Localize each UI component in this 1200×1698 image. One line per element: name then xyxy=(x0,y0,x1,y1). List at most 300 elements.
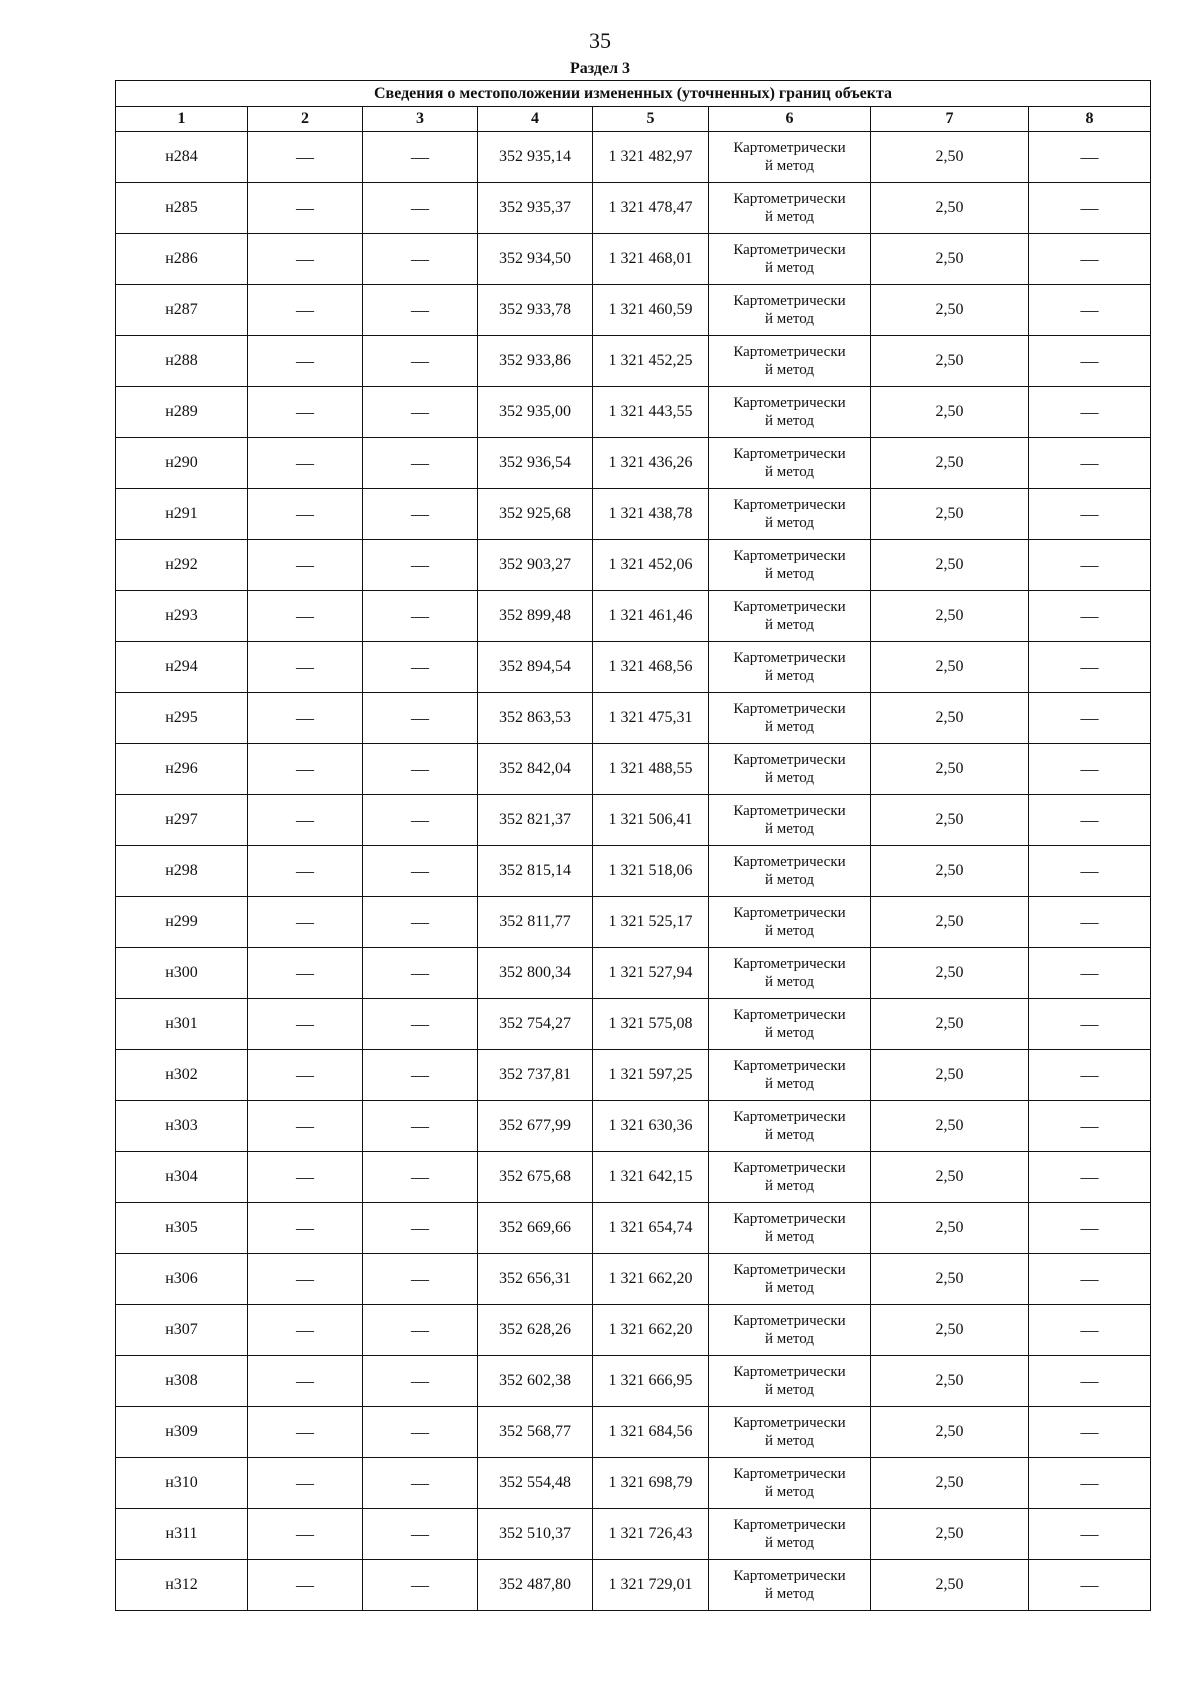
column-8-cell: — xyxy=(1029,1152,1151,1203)
y-coordinate-cell: 1 321 575,08 xyxy=(593,999,709,1050)
column-2-cell: — xyxy=(248,1407,363,1458)
method-text: й метод xyxy=(765,1178,814,1194)
method-text: й метод xyxy=(765,1280,814,1296)
x-coordinate-cell: 352 933,78 xyxy=(478,285,593,336)
column-3-cell: — xyxy=(363,1203,478,1254)
accuracy-cell: 2,50 xyxy=(871,1254,1029,1305)
table-row xyxy=(116,1254,1151,1305)
column-2-cell: — xyxy=(248,948,363,999)
column-2-cell: — xyxy=(248,1152,363,1203)
method-text: Картометрически xyxy=(733,1466,846,1482)
x-coordinate-cell: 352 510,37 xyxy=(478,1509,593,1560)
column-3-cell: — xyxy=(363,132,478,183)
column-8-cell: — xyxy=(1029,132,1151,183)
method-text: Картометрически xyxy=(733,1160,846,1176)
point-number-cell: н285 xyxy=(116,183,248,234)
column-3-cell: — xyxy=(363,1407,478,1458)
column-number-5: 5 xyxy=(593,107,709,132)
table-row xyxy=(116,897,1151,948)
point-number-cell: н292 xyxy=(116,540,248,591)
column-3-cell: — xyxy=(363,1050,478,1101)
method-text: й метод xyxy=(765,464,814,480)
method-text: й метод xyxy=(765,821,814,837)
method-text: Картометрически xyxy=(733,956,846,972)
x-coordinate-cell: 352 677,99 xyxy=(478,1101,593,1152)
accuracy-cell: 2,50 xyxy=(871,336,1029,387)
column-8-cell: — xyxy=(1029,1356,1151,1407)
column-8-cell: — xyxy=(1029,438,1151,489)
method-cell xyxy=(709,1101,871,1152)
x-coordinate-cell: 352 811,77 xyxy=(478,897,593,948)
x-coordinate-cell: 352 842,04 xyxy=(478,744,593,795)
column-8-cell: — xyxy=(1029,387,1151,438)
accuracy-cell: 2,50 xyxy=(871,846,1029,897)
y-coordinate-cell: 1 321 468,56 xyxy=(593,642,709,693)
accuracy-cell: 2,50 xyxy=(871,1101,1029,1152)
method-cell xyxy=(709,132,871,183)
x-coordinate-cell: 352 628,26 xyxy=(478,1305,593,1356)
column-3-cell: — xyxy=(363,1509,478,1560)
column-8-cell: — xyxy=(1029,336,1151,387)
column-3-cell: — xyxy=(363,1458,478,1509)
table-row xyxy=(116,1101,1151,1152)
column-2-cell: — xyxy=(248,846,363,897)
point-number-cell: н299 xyxy=(116,897,248,948)
method-cell xyxy=(709,336,871,387)
method-text: й метод xyxy=(765,1535,814,1551)
method-text: Картометрически xyxy=(733,344,846,360)
point-number-cell: н302 xyxy=(116,1050,248,1101)
column-8-cell: — xyxy=(1029,1407,1151,1458)
method-text: й метод xyxy=(765,1025,814,1041)
x-coordinate-cell: 352 894,54 xyxy=(478,642,593,693)
column-8-cell: — xyxy=(1029,795,1151,846)
column-2-cell: — xyxy=(248,1254,363,1305)
column-8-cell: — xyxy=(1029,948,1151,999)
method-text: Картометрически xyxy=(733,701,846,717)
column-8-cell: — xyxy=(1029,693,1151,744)
column-8-cell: — xyxy=(1029,234,1151,285)
point-number-cell: н288 xyxy=(116,336,248,387)
accuracy-cell: 2,50 xyxy=(871,999,1029,1050)
x-coordinate-cell: 352 656,31 xyxy=(478,1254,593,1305)
column-number-3: 3 xyxy=(363,107,478,132)
accuracy-cell: 2,50 xyxy=(871,1509,1029,1560)
column-3-cell: — xyxy=(363,591,478,642)
method-cell xyxy=(709,1509,871,1560)
x-coordinate-cell: 352 754,27 xyxy=(478,999,593,1050)
method-text: Картометрически xyxy=(733,497,846,513)
x-coordinate-cell: 352 935,37 xyxy=(478,183,593,234)
method-text: Картометрически xyxy=(733,1058,846,1074)
column-3-cell: — xyxy=(363,387,478,438)
point-number-cell: н304 xyxy=(116,1152,248,1203)
method-text: й метод xyxy=(765,413,814,429)
y-coordinate-cell: 1 321 482,97 xyxy=(593,132,709,183)
method-cell xyxy=(709,438,871,489)
method-text: й метод xyxy=(765,1076,814,1092)
column-8-cell: — xyxy=(1029,540,1151,591)
accuracy-cell: 2,50 xyxy=(871,1458,1029,1509)
method-text: Картометрически xyxy=(733,752,846,768)
method-text: Картометрически xyxy=(733,854,846,870)
column-3-cell: — xyxy=(363,948,478,999)
column-number-2: 2 xyxy=(248,107,363,132)
y-coordinate-cell: 1 321 726,43 xyxy=(593,1509,709,1560)
y-coordinate-cell: 1 321 475,31 xyxy=(593,693,709,744)
table-row xyxy=(116,387,1151,438)
column-3-cell: — xyxy=(363,642,478,693)
column-3-cell: — xyxy=(363,183,478,234)
point-number-cell: н306 xyxy=(116,1254,248,1305)
table-row xyxy=(116,846,1151,897)
column-2-cell: — xyxy=(248,183,363,234)
column-8-cell: — xyxy=(1029,897,1151,948)
column-3-cell: — xyxy=(363,744,478,795)
method-text: Картометрически xyxy=(733,1262,846,1278)
column-3-cell: — xyxy=(363,438,478,489)
accuracy-cell: 2,50 xyxy=(871,744,1029,795)
column-8-cell: — xyxy=(1029,999,1151,1050)
column-2-cell: — xyxy=(248,234,363,285)
x-coordinate-cell: 352 554,48 xyxy=(478,1458,593,1509)
column-3-cell: — xyxy=(363,795,478,846)
column-3-cell: — xyxy=(363,1356,478,1407)
accuracy-cell: 2,50 xyxy=(871,540,1029,591)
method-text: Картометрически xyxy=(733,242,846,258)
column-number-6: 6 xyxy=(709,107,871,132)
x-coordinate-cell: 352 487,80 xyxy=(478,1560,593,1611)
column-2-cell: — xyxy=(248,1509,363,1560)
table-row xyxy=(116,1305,1151,1356)
x-coordinate-cell: 352 602,38 xyxy=(478,1356,593,1407)
table-row xyxy=(116,1152,1151,1203)
method-text: й метод xyxy=(765,872,814,888)
method-text: Картометрически xyxy=(733,1313,846,1329)
y-coordinate-cell: 1 321 729,01 xyxy=(593,1560,709,1611)
method-text: Картометрически xyxy=(733,599,846,615)
method-cell xyxy=(709,948,871,999)
column-3-cell: — xyxy=(363,1101,478,1152)
y-coordinate-cell: 1 321 662,20 xyxy=(593,1305,709,1356)
table-body xyxy=(116,132,1151,1611)
column-2-cell: — xyxy=(248,438,363,489)
method-cell xyxy=(709,1407,871,1458)
method-cell xyxy=(709,1560,871,1611)
method-cell xyxy=(709,489,871,540)
method-text: й метод xyxy=(765,923,814,939)
method-text: й метод xyxy=(765,1229,814,1245)
column-number-row xyxy=(116,107,1151,132)
point-number-cell: н284 xyxy=(116,132,248,183)
table-row xyxy=(116,234,1151,285)
method-cell xyxy=(709,183,871,234)
y-coordinate-cell: 1 321 460,59 xyxy=(593,285,709,336)
accuracy-cell: 2,50 xyxy=(871,1203,1029,1254)
table-row xyxy=(116,1203,1151,1254)
point-number-cell: н291 xyxy=(116,489,248,540)
coordinates-table xyxy=(115,80,1151,1611)
table-caption: Сведения о местоположении измененных (уточненных) границ объекта xyxy=(116,81,1151,107)
x-coordinate-cell: 352 903,27 xyxy=(478,540,593,591)
method-text: й метод xyxy=(765,1382,814,1398)
column-3-cell: — xyxy=(363,285,478,336)
method-text: й метод xyxy=(765,209,814,225)
point-number-cell: н289 xyxy=(116,387,248,438)
column-2-cell: — xyxy=(248,1305,363,1356)
method-text: й метод xyxy=(765,668,814,684)
point-number-cell: н295 xyxy=(116,693,248,744)
column-2-cell: — xyxy=(248,744,363,795)
method-text: й метод xyxy=(765,515,814,531)
table-row xyxy=(116,1050,1151,1101)
column-2-cell: — xyxy=(248,285,363,336)
y-coordinate-cell: 1 321 662,20 xyxy=(593,1254,709,1305)
x-coordinate-cell: 352 821,37 xyxy=(478,795,593,846)
table-row xyxy=(116,591,1151,642)
table-row xyxy=(116,795,1151,846)
method-text: й метод xyxy=(765,1331,814,1347)
accuracy-cell: 2,50 xyxy=(871,897,1029,948)
method-cell xyxy=(709,540,871,591)
point-number-cell: н308 xyxy=(116,1356,248,1407)
x-coordinate-cell: 352 933,86 xyxy=(478,336,593,387)
column-3-cell: — xyxy=(363,693,478,744)
point-number-cell: н303 xyxy=(116,1101,248,1152)
column-2-cell: — xyxy=(248,132,363,183)
method-cell xyxy=(709,999,871,1050)
method-text: й метод xyxy=(765,311,814,327)
column-3-cell: — xyxy=(363,1305,478,1356)
accuracy-cell: 2,50 xyxy=(871,1407,1029,1458)
column-2-cell: — xyxy=(248,1356,363,1407)
y-coordinate-cell: 1 321 597,25 xyxy=(593,1050,709,1101)
table-row xyxy=(116,540,1151,591)
method-cell xyxy=(709,1305,871,1356)
column-2-cell: — xyxy=(248,1050,363,1101)
y-coordinate-cell: 1 321 527,94 xyxy=(593,948,709,999)
y-coordinate-cell: 1 321 666,95 xyxy=(593,1356,709,1407)
point-number-cell: н305 xyxy=(116,1203,248,1254)
column-8-cell: — xyxy=(1029,183,1151,234)
y-coordinate-cell: 1 321 684,56 xyxy=(593,1407,709,1458)
column-3-cell: — xyxy=(363,1560,478,1611)
table-row xyxy=(116,948,1151,999)
table-row xyxy=(116,642,1151,693)
column-2-cell: — xyxy=(248,489,363,540)
table-row xyxy=(116,132,1151,183)
method-text: й метод xyxy=(765,362,814,378)
accuracy-cell: 2,50 xyxy=(871,1152,1029,1203)
y-coordinate-cell: 1 321 518,06 xyxy=(593,846,709,897)
method-text: й метод xyxy=(765,1586,814,1602)
table-row xyxy=(116,438,1151,489)
point-number-cell: н310 xyxy=(116,1458,248,1509)
accuracy-cell: 2,50 xyxy=(871,1305,1029,1356)
method-text: й метод xyxy=(765,1433,814,1449)
y-coordinate-cell: 1 321 461,46 xyxy=(593,591,709,642)
column-2-cell: — xyxy=(248,540,363,591)
column-number-4: 4 xyxy=(478,107,593,132)
method-text: й метод xyxy=(765,617,814,633)
table-row xyxy=(116,336,1151,387)
method-text: й метод xyxy=(765,1484,814,1500)
accuracy-cell: 2,50 xyxy=(871,948,1029,999)
point-number-cell: н311 xyxy=(116,1509,248,1560)
method-cell xyxy=(709,387,871,438)
accuracy-cell: 2,50 xyxy=(871,1356,1029,1407)
method-cell xyxy=(709,1050,871,1101)
method-text: Картометрически xyxy=(733,140,846,156)
column-2-cell: — xyxy=(248,1203,363,1254)
table-row xyxy=(116,1560,1151,1611)
point-number-cell: н312 xyxy=(116,1560,248,1611)
method-cell xyxy=(709,795,871,846)
column-8-cell: — xyxy=(1029,642,1151,693)
y-coordinate-cell: 1 321 468,01 xyxy=(593,234,709,285)
column-2-cell: — xyxy=(248,897,363,948)
method-text: Картометрически xyxy=(733,1007,846,1023)
point-number-cell: н297 xyxy=(116,795,248,846)
accuracy-cell: 2,50 xyxy=(871,489,1029,540)
column-3-cell: — xyxy=(363,897,478,948)
column-8-cell: — xyxy=(1029,1458,1151,1509)
accuracy-cell: 2,50 xyxy=(871,795,1029,846)
x-coordinate-cell: 352 936,54 xyxy=(478,438,593,489)
point-number-cell: н294 xyxy=(116,642,248,693)
method-text: й метод xyxy=(765,158,814,174)
x-coordinate-cell: 352 863,53 xyxy=(478,693,593,744)
column-8-cell: — xyxy=(1029,1509,1151,1560)
column-2-cell: — xyxy=(248,642,363,693)
accuracy-cell: 2,50 xyxy=(871,387,1029,438)
column-2-cell: — xyxy=(248,693,363,744)
method-cell xyxy=(709,591,871,642)
column-3-cell: — xyxy=(363,489,478,540)
method-text: Картометрически xyxy=(733,395,846,411)
table-row xyxy=(116,693,1151,744)
x-coordinate-cell: 352 934,50 xyxy=(478,234,593,285)
y-coordinate-cell: 1 321 452,25 xyxy=(593,336,709,387)
accuracy-cell: 2,50 xyxy=(871,1560,1029,1611)
column-2-cell: — xyxy=(248,336,363,387)
column-2-cell: — xyxy=(248,795,363,846)
column-8-cell: — xyxy=(1029,1254,1151,1305)
accuracy-cell: 2,50 xyxy=(871,285,1029,336)
column-2-cell: — xyxy=(248,387,363,438)
column-8-cell: — xyxy=(1029,744,1151,795)
column-8-cell: — xyxy=(1029,285,1151,336)
y-coordinate-cell: 1 321 642,15 xyxy=(593,1152,709,1203)
point-number-cell: н296 xyxy=(116,744,248,795)
method-cell xyxy=(709,846,871,897)
table-row xyxy=(116,1509,1151,1560)
method-cell xyxy=(709,1152,871,1203)
method-cell xyxy=(709,234,871,285)
method-text: Картометрически xyxy=(733,446,846,462)
column-8-cell: — xyxy=(1029,846,1151,897)
method-text: Картометрически xyxy=(733,1517,846,1533)
accuracy-cell: 2,50 xyxy=(871,1050,1029,1101)
method-text: Картометрически xyxy=(733,293,846,309)
column-3-cell: — xyxy=(363,999,478,1050)
column-2-cell: — xyxy=(248,1458,363,1509)
accuracy-cell: 2,50 xyxy=(871,693,1029,744)
method-text: й метод xyxy=(765,770,814,786)
method-cell xyxy=(709,1203,871,1254)
point-number-cell: н287 xyxy=(116,285,248,336)
method-text: Картометрически xyxy=(733,1364,846,1380)
point-number-cell: н286 xyxy=(116,234,248,285)
column-3-cell: — xyxy=(363,1152,478,1203)
accuracy-cell: 2,50 xyxy=(871,591,1029,642)
column-8-cell: — xyxy=(1029,1305,1151,1356)
column-8-cell: — xyxy=(1029,1203,1151,1254)
y-coordinate-cell: 1 321 525,17 xyxy=(593,897,709,948)
column-8-cell: — xyxy=(1029,1560,1151,1611)
accuracy-cell: 2,50 xyxy=(871,132,1029,183)
point-number-cell: н300 xyxy=(116,948,248,999)
y-coordinate-cell: 1 321 436,26 xyxy=(593,438,709,489)
table-row xyxy=(116,285,1151,336)
column-number-1: 1 xyxy=(116,107,248,132)
x-coordinate-cell: 352 669,66 xyxy=(478,1203,593,1254)
method-cell xyxy=(709,744,871,795)
table-caption-row xyxy=(116,81,1151,107)
table-row xyxy=(116,489,1151,540)
x-coordinate-cell: 352 925,68 xyxy=(478,489,593,540)
method-cell xyxy=(709,642,871,693)
method-text: й метод xyxy=(765,260,814,276)
method-text: й метод xyxy=(765,566,814,582)
table-row xyxy=(116,999,1151,1050)
table-row xyxy=(116,1458,1151,1509)
x-coordinate-cell: 352 568,77 xyxy=(478,1407,593,1458)
section-title: Раздел 3 xyxy=(569,60,631,77)
column-number-8: 8 xyxy=(1029,107,1151,132)
y-coordinate-cell: 1 321 654,74 xyxy=(593,1203,709,1254)
point-number-cell: н301 xyxy=(116,999,248,1050)
method-text: Картометрически xyxy=(733,1109,846,1125)
point-number-cell: н298 xyxy=(116,846,248,897)
method-text: й метод xyxy=(765,974,814,990)
x-coordinate-cell: 352 815,14 xyxy=(478,846,593,897)
method-text: Картометрически xyxy=(733,191,846,207)
table-row xyxy=(116,744,1151,795)
page-number: 35 xyxy=(589,28,611,53)
method-cell xyxy=(709,693,871,744)
point-number-cell: н307 xyxy=(116,1305,248,1356)
column-number-7: 7 xyxy=(871,107,1029,132)
method-cell xyxy=(709,1254,871,1305)
column-3-cell: — xyxy=(363,1254,478,1305)
x-coordinate-cell: 352 935,00 xyxy=(478,387,593,438)
point-number-cell: н309 xyxy=(116,1407,248,1458)
y-coordinate-cell: 1 321 438,78 xyxy=(593,489,709,540)
method-text: Картометрически xyxy=(733,1211,846,1227)
method-cell xyxy=(709,285,871,336)
table-row xyxy=(116,1407,1151,1458)
y-coordinate-cell: 1 321 452,06 xyxy=(593,540,709,591)
accuracy-cell: 2,50 xyxy=(871,438,1029,489)
y-coordinate-cell: 1 321 506,41 xyxy=(593,795,709,846)
accuracy-cell: 2,50 xyxy=(871,642,1029,693)
y-coordinate-cell: 1 321 630,36 xyxy=(593,1101,709,1152)
y-coordinate-cell: 1 321 478,47 xyxy=(593,183,709,234)
y-coordinate-cell: 1 321 488,55 xyxy=(593,744,709,795)
column-3-cell: — xyxy=(363,234,478,285)
column-3-cell: — xyxy=(363,846,478,897)
